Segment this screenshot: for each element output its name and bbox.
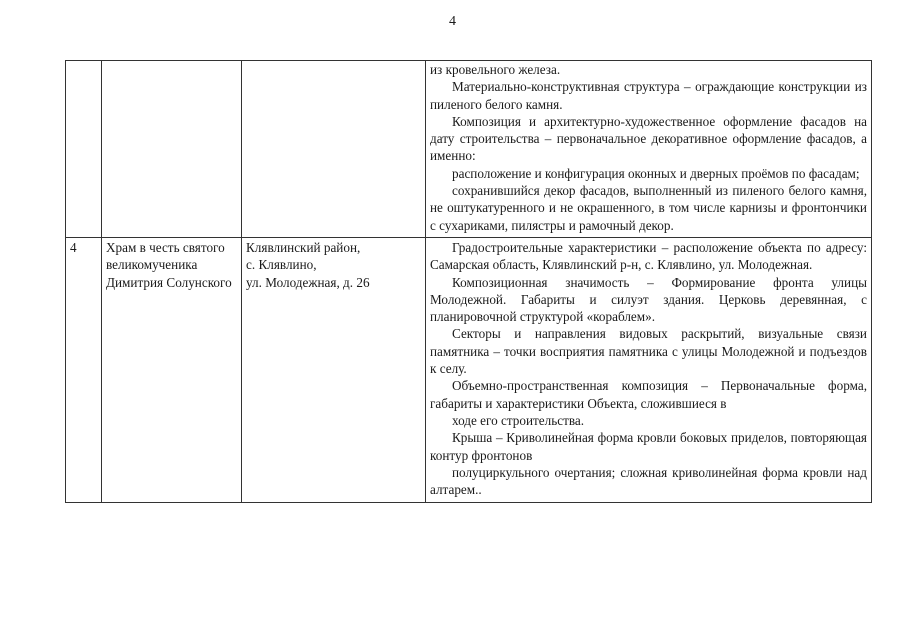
paragraph: расположение и конфигурация оконных и дверных проёмов по фасадам; [452,165,860,181]
table-row [66,61,872,238]
paragraph: полуциркульного очертания; сложная криволинейная форма кровли над алтарем.. [430,464,867,498]
address-cell [242,61,426,238]
paragraph: сохранившийся декор фасадов, выполненный из пиленого белого камня, не оштукатуренного и не окрашенного, в том числе карнизы и фронтончики с сухариками, пилястры и рамочный декор. [430,183,867,233]
row-number-cell [66,61,102,238]
subject-of-protection-cell [426,61,872,238]
object-name-cell [102,237,242,502]
paragraph: Градостроительные характеристики – расположение объекта по адресу: Самарская область, Клявлинский р-н, с. Клявлино, ул. Молодежная. [430,239,867,273]
page-number: 4 [449,14,456,29]
subject-of-protection-cell [426,237,872,502]
row-number-cell: 4 [66,237,102,502]
paragraph: Композиционная значимость – Формирование фронта улицы Молодежной. Габариты и силуэт здания. Церковь деревянная, с планировочной структурой «кораблем». [430,274,867,325]
monuments-table [65,60,872,503]
object-name: Храм в честь святого великомученика Димитрия Солунского [106,239,232,290]
paragraph: Материально-конструктивная структура – ограждающие конструкции из пиленого белого камня. [430,79,867,112]
paragraph: Композиция и архитектурно-художественное оформление фасадов на дату строительства – первоначальное декоративное оформление фасадов, а именно: [430,113,867,164]
address-line: ул. Молодежная, д. 26 [246,274,370,290]
object-name-cell [102,61,242,238]
address-line: с. Клявлино, [246,257,317,273]
address-line: Клявлинский район, [246,239,361,255]
paragraph: Объемно-пространственная композиция – Первоначальные форма, габариты и характеристики Объекта, сложившиеся в [430,378,867,411]
paragraph: Крыша – Криволинейная форма кровли боковых приделов, повторяющая контур фронтонов [430,430,867,463]
table-row [66,237,872,502]
address-cell [242,237,426,502]
paragraph: из кровельного железа. [430,62,561,77]
paragraph: Секторы и направления видовых раскрытий, визуальные связи памятника – точки восприятия памятника с улицы Молодежной и подъездов к селу. [430,326,867,377]
paragraph: ходе его строительства. [452,412,585,428]
